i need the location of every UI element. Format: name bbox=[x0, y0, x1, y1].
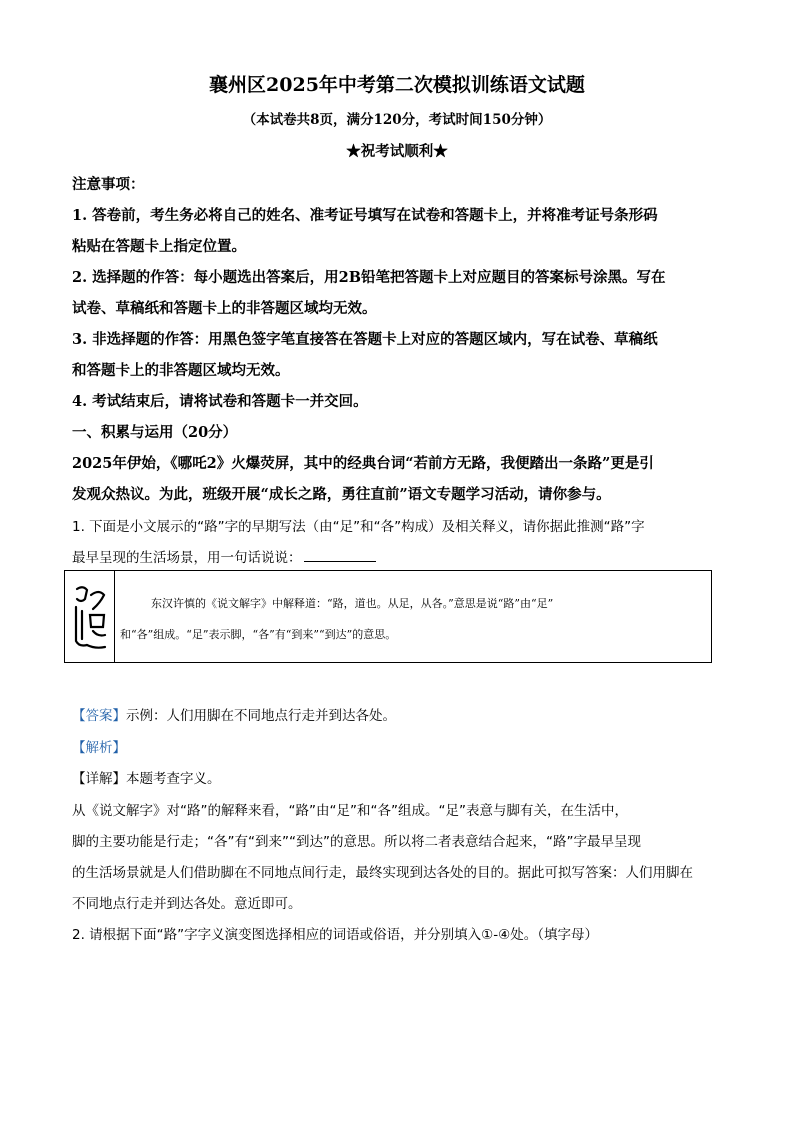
explanation-line: 不同地点行走并到达各处。意近即可。 bbox=[72, 896, 302, 912]
answer-line bbox=[72, 704, 396, 724]
page-title: 襄州区2025年中考第二次模拟训练语文试题 bbox=[209, 74, 585, 96]
notice-line: 和答题卡上的非答题区域均无效。 bbox=[72, 362, 290, 379]
notice-line: 1. 答卷前，考生务必将自己的姓名、准考证号填写在试卷和答题卡上，并将准考证号条形码 bbox=[72, 207, 658, 224]
etymology-text: 东汉许慎的《说文解字》中解释道：“路，道也。从足，从各。”意思是说“路”由“足” bbox=[151, 597, 554, 610]
etymology-box bbox=[64, 570, 712, 663]
analysis-label: 【解析】 bbox=[72, 740, 126, 756]
notice-line: 4. 考试结束后，请将试卷和答题卡一并交回。 bbox=[72, 393, 368, 410]
question-1-prompt: 最早呈现的生活场景，用一句话说说： bbox=[72, 550, 302, 566]
notice-line: 试卷、草稿纸和答题卡上的非答题区域均无效。 bbox=[72, 300, 377, 317]
detail-text: 本题考查字义。 bbox=[126, 771, 221, 787]
detail-line bbox=[72, 767, 221, 787]
notice-line: 粘贴在答题卡上指定位置。 bbox=[72, 238, 246, 255]
explanation-line: 的生活场景就是人们借助脚在不同地点间行走，最终实现到达各处的目的。据此可拟写答案：人们用脚在 bbox=[72, 865, 693, 881]
explanation-line: 脚的主要功能是行走；“各”有“到来”“到达”的意思。所以将二者表意结合起来，“路”字最早呈现 bbox=[72, 834, 641, 850]
section-intro-line: 发观众热议。为此，班级开展“成长之路，勇往直前”语文专题学习活动，请你参与。 bbox=[72, 486, 611, 503]
notice-heading: 注意事项： bbox=[72, 176, 145, 193]
explanation-line: 从《说文解字》对“路”的解释来看，“路”由“足”和“各”组成。“足”表意与脚有关，在生活中， bbox=[72, 803, 628, 819]
detail-label: 【详解】 bbox=[72, 771, 126, 787]
answer-text: 示例：人们用脚在不同地点行走并到达各处。 bbox=[126, 708, 396, 724]
section-heading: 一、积累与运用（20分） bbox=[72, 424, 238, 441]
answer-label: 【答案】 bbox=[72, 708, 126, 724]
notice-line: 2. 选择题的作答：每小题选出答案后，用2B铅笔把答题卡上对应题目的答案标号涂黑。写在 bbox=[72, 269, 666, 286]
question-1-line bbox=[72, 546, 376, 566]
box-divider bbox=[114, 571, 115, 662]
section-intro-line: 2025年伊始，《哪吒2》火爆荧屏，其中的经典台词“若前方无路，我便踏出一条路”更是引 bbox=[72, 455, 654, 472]
exam-info: （本试卷共8页，满分120分，考试时间150分钟） bbox=[242, 112, 552, 128]
question-1-line: 1. 下面是小文展示的“路”字的早期写法（由“足”和“各”构成）及相关释义，请你据此推测“路”字 bbox=[72, 519, 645, 535]
answer-blank bbox=[304, 560, 376, 562]
question-2-line: 2. 请根据下面“路”字字义演变图选择相应的词语或俗语，并分别填入①-④处。（填字母） bbox=[72, 927, 598, 943]
etymology-text: 和“各”组成。“足”表示脚，“各”有“到来”“到达”的意思。 bbox=[120, 628, 397, 641]
seal-script-lu-icon bbox=[73, 581, 107, 653]
good-luck-line: ★祝考试顺利★ bbox=[346, 143, 448, 160]
notice-line: 3. 非选择题的作答：用黑色签字笔直接答在答题卡上对应的答题区域内，写在试卷、草稿纸 bbox=[72, 331, 658, 348]
